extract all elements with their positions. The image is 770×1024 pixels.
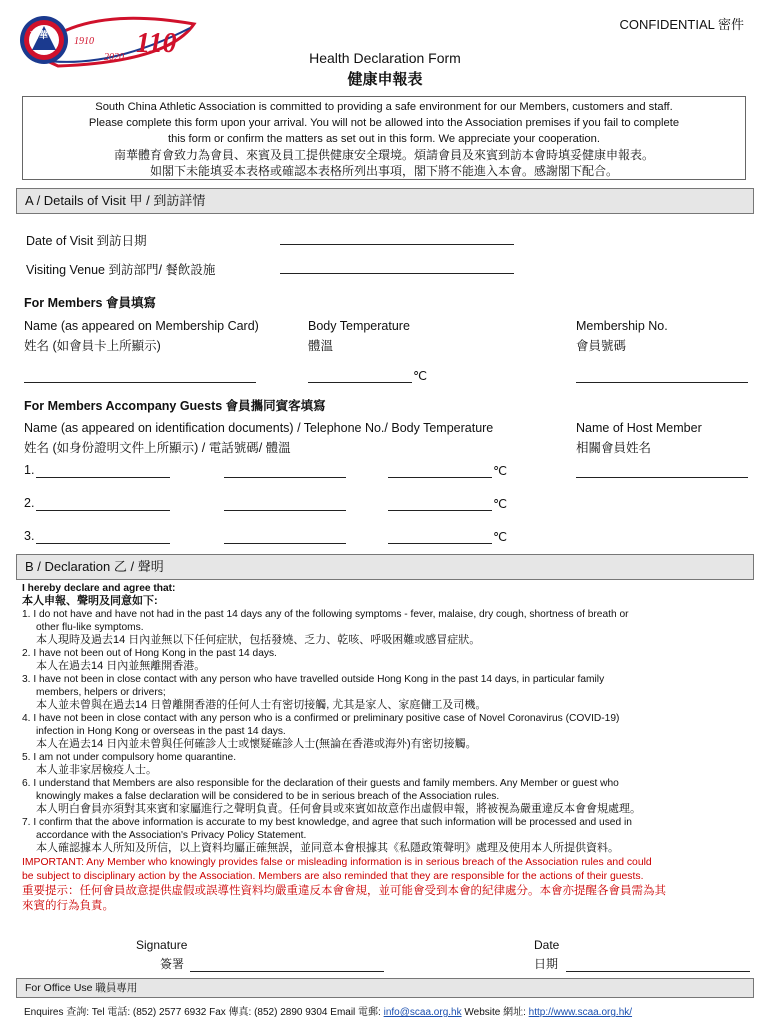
declaration-intro-en: I hereby declare and agree that: <box>22 583 176 594</box>
website-link[interactable]: http://www.scaa.org.hk/ <box>528 1007 633 1018</box>
email-link[interactable]: info@scaa.org.hk <box>383 1007 462 1018</box>
logo-text: 南華 <box>30 31 49 41</box>
declaration-item-6-en: 6. I understand that Members are also responsible for the declaration of their guests and family members. Any Member or guest who <box>22 778 619 789</box>
enquiries-contact: Enquires 查詢: Tel 電話: (852) 2577 6932 Fax 傳真: (852) 2890 9304 Email 電郵: <box>24 1007 381 1018</box>
logo-year-start: 1910 <box>74 36 94 47</box>
declaration-item-3-zh: 本人並未曾與在過去14 日曾離開香港的任何人士有密切接觸, 尤其是家人、家庭傭工及司機。 <box>36 699 487 711</box>
section-b-heading: B / Declaration 乙 / 聲明 <box>16 554 754 580</box>
member-name-label-zh: 姓名 (如會員卡上所顯示) <box>24 339 161 353</box>
logo-number: 110 <box>136 28 177 59</box>
important-notice-en: IMPORTANT: Any Member who knowingly provides false or misleading information is in serious breach of the Association rules and could <box>22 857 652 868</box>
intro-en-line2: Please complete this form upon your arrival. You will not be allowed into the Association premises if you fail to complete <box>88 117 680 129</box>
declaration-item-1-zh: 本人現時及過去14 日內並無以下任何症狀，包括發燒、乏力、乾咳、呼吸困難或感冒症狀。 <box>36 634 481 646</box>
date-of-visit-field[interactable] <box>280 244 514 245</box>
member-temp-label-en: Body Temperature <box>308 319 410 333</box>
declaration-item-4-en-cont: infection in Hong Kong or overseas in the past 14 days. <box>36 726 286 737</box>
intro-box <box>22 96 746 180</box>
guest-temp-field[interactable] <box>388 510 492 511</box>
guest-row-number: 1. <box>24 463 35 477</box>
important-notice-zh-cont: 來賓的行為負責。 <box>22 900 114 912</box>
section-a-heading: A / Details of Visit 甲 / 到訪詳情 <box>16 188 754 214</box>
signature-field[interactable] <box>190 971 384 972</box>
date-label-en: Date <box>534 938 560 952</box>
guest-label-en: Name (as appeared on identification documents) / Telephone No./ Body Temperature <box>24 421 494 435</box>
declaration-item-7-en-cont: accordance with the Association's Privacy Policy Statement. <box>36 830 307 841</box>
guests-heading: For Members Accompany Guests 會員攜同賓客填寫 <box>24 399 326 413</box>
celsius-unit: ℃ <box>493 464 508 478</box>
intro-en-line3: this form or confirm the matters as set out in this form. We appreciate your cooperation. <box>168 133 600 145</box>
intro-en-line1: South China Athletic Association is committed to providing a safe environment for our Members, customers and staff. <box>95 101 673 113</box>
member-temp-field[interactable] <box>308 382 412 383</box>
declaration-item-1-en: 1. I do not have and have not had in the past 14 days any of the following symptoms - fever, malaise, dry cough, shortness of breath or <box>22 609 629 620</box>
celsius-unit: ℃ <box>493 497 508 511</box>
form-title-en: Health Declaration Form <box>309 50 461 66</box>
declaration-item-4-zh: 本人在過去14 日內並未曾與任何確診人士或懷疑確診人士(無論在香港或海外)有密切接觸。 <box>36 738 477 750</box>
signature-label-zh: 簽署 <box>160 957 185 971</box>
guest-temp-field[interactable] <box>388 477 492 478</box>
guest-phone-field[interactable] <box>224 510 346 511</box>
guest-label-zh: 姓名 (如身份證明文件上所顯示) / 電話號碼/ 體溫 <box>24 441 291 455</box>
declaration-item-5-en: 5. I am not under compulsory home quarantine. <box>22 752 237 763</box>
guest-name-field[interactable] <box>36 510 170 511</box>
celsius-unit: ℃ <box>493 530 508 544</box>
date-label-zh: 日期 <box>534 957 559 971</box>
intro-zh-line1: 南華體育會致力為會員、來賓及員工提供健康安全環境。煩請會員及來賓到訪本會時填妥健康申報表。 <box>113 148 654 162</box>
declaration-intro-zh: 本人申報、聲明及同意如下: <box>22 595 158 607</box>
guest-row-number: 3. <box>24 529 35 543</box>
host-member-label-en: Name of Host Member <box>576 421 702 435</box>
declaration-item-7-en: 7. I confirm that the above information is accurate to my best knowledge, and agree that such information will be processed and used in <box>22 817 632 828</box>
visiting-venue-field[interactable] <box>280 273 514 274</box>
celsius-unit: ℃ <box>413 369 428 383</box>
signature-label-en: Signature <box>136 938 188 952</box>
members-heading: For Members 會員填寫 <box>24 296 156 310</box>
confidential-label: CONFIDENTIAL 密件 <box>619 17 744 32</box>
member-name-label-en: Name (as appeared on Membership Card) <box>24 319 259 333</box>
membership-no-field[interactable] <box>576 382 748 383</box>
visiting-venue-label: Visiting Venue 到訪部門/ 餐飲設施 <box>26 263 216 277</box>
guest-row-number: 2. <box>24 496 35 510</box>
host-member-label-zh: 相關會員姓名 <box>576 441 652 455</box>
date-of-visit-label: Date of Visit 到訪日期 <box>26 234 147 248</box>
declaration-body <box>22 582 752 914</box>
guest-phone-field[interactable] <box>224 543 346 544</box>
guest-temp-field[interactable] <box>388 543 492 544</box>
declaration-item-6-en-cont: knowingly makes a false declaration will be considered to be in serious breach of the Association rules. <box>36 791 500 802</box>
declaration-item-3-en: 3. I have not been in close contact with any person who have travelled outside Hong Kong in the past 14 days, in particular family <box>22 674 605 685</box>
enquiries-line <box>24 1003 632 1018</box>
website-label: Website 網址: <box>464 1007 526 1018</box>
form-title-zh: 健康申報表 <box>347 71 423 88</box>
guest-phone-field[interactable] <box>224 477 346 478</box>
guest-name-field[interactable] <box>36 477 170 478</box>
intro-zh-line2: 如閣下未能填妥本表格或確認本表格所列出事項，閣下將不能進入本會。感謝閣下配合。 <box>149 164 618 178</box>
declaration-item-5-zh: 本人並非家居檢疫人士。 <box>36 764 157 776</box>
declaration-item-6-zh: 本人明白會員亦須對其來賓和家屬進行之聲明負責。任何會員或來賓如故意作出虛假申報，將被視為嚴重違反本會會規處理。 <box>36 803 641 815</box>
declaration-item-7-zh: 本人確認據本人所知及所信，以上資料均屬正確無誤，並同意本會根據其《私隱政策聲明》處理及使用本人所提供資料。 <box>36 842 619 854</box>
membership-no-label-zh: 會員號碼 <box>576 339 627 353</box>
declaration-item-3-en-cont: members, helpers or drivers; <box>36 687 166 698</box>
member-name-field[interactable] <box>24 382 256 383</box>
declaration-item-2-en: 2. I have not been out of Hong Kong in the past 14 days. <box>22 648 277 659</box>
date-field[interactable] <box>566 971 750 972</box>
logo-year-end: 2020 <box>104 52 124 63</box>
declaration-item-2-zh: 本人在過去14 日內並無離開香港。 <box>36 660 206 672</box>
office-use-bar: For Office Use 職員專用 <box>16 978 754 998</box>
declaration-item-1-en-cont: other flu-like symptoms. <box>36 622 144 633</box>
important-notice-zh: 重要提示：任何會員故意提供虛假或誤導性資料均嚴重違反本會會規，並可能會受到本會的紀律處分。本會亦提醒各會員需為其 <box>22 885 666 897</box>
guest-name-field[interactable] <box>36 543 170 544</box>
member-temp-label-zh: 體溫 <box>308 339 334 353</box>
important-notice-en-cont: be subject to disciplinary action by the Association. Members are also reminded that they are responsible for the actions of their guests. <box>22 871 644 882</box>
membership-no-label-en: Membership No. <box>576 319 668 333</box>
host-member-field[interactable] <box>576 477 748 478</box>
declaration-item-4-en: 4. I have not been in close contact with any person who is a confirmed or preliminary positive case of Novel Coronavirus (COVID-19) <box>22 713 620 724</box>
